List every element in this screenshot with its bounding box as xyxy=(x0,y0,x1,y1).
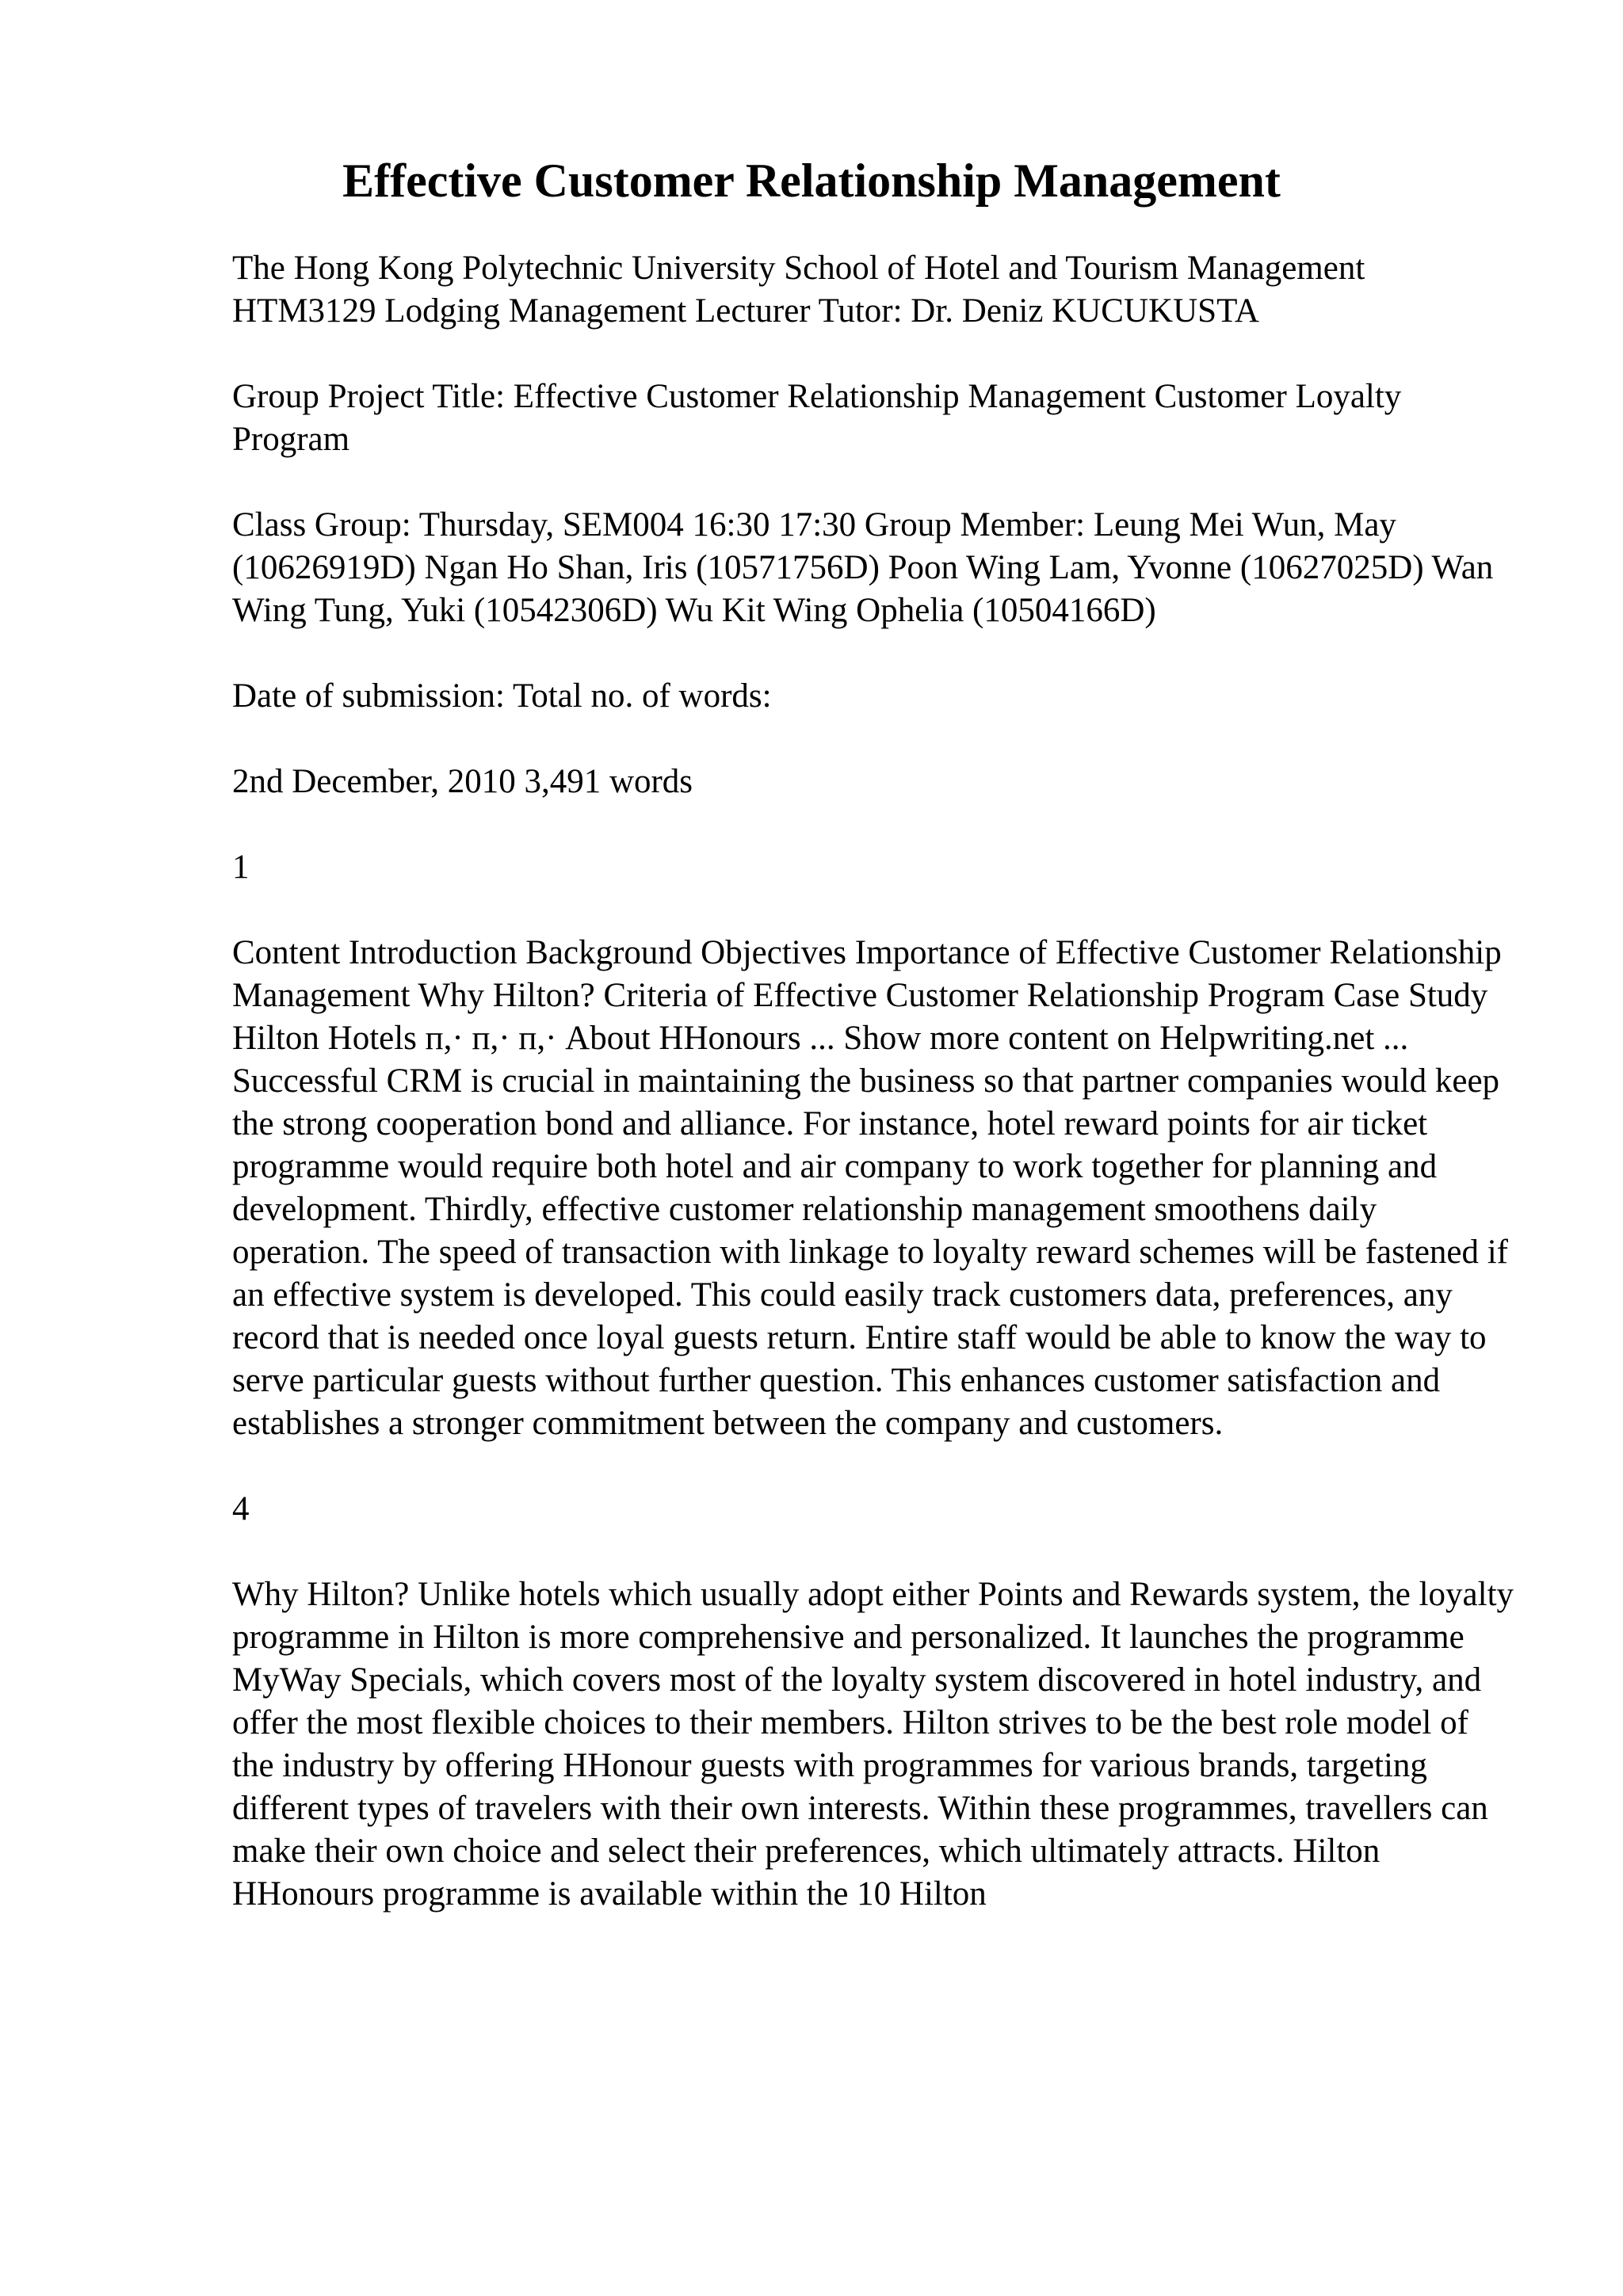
why-hilton-paragraph: Why Hilton? Unlike hotels which usually adopt either Points and Rewards system, the loyalty programme in Hilton is more comprehensive and personalized. It launches the programme MyWay Specials, which covers most of the loyalty system discovered in hotel industry, and offer the most flexible choices to their members. Hilton strives to be the best role model of the industry by offering HHonour guests with programmes for various brands, targeting different types of travelers with their own interests. Within these programmes, travellers can make their own choice and select their preferences, which ultimately attracts. Hilton HHonours programme is available within the 10 Hilton xyxy=(232,1576,1514,1913)
submission-values-paragraph: 2nd December, 2010 3,491 words xyxy=(232,763,693,800)
submission-labels-paragraph: Date of submission: Total no. of words: xyxy=(232,677,772,715)
document-body xyxy=(232,247,1516,1958)
crm-paragraph: Successful CRM is crucial in maintaining the business so that partner companies would keep the strong cooperation bond and alliance. For instance, hotel reward points for air ticket programme would require both hotel and air company to work together for planning and development. Thirdly, effective customer relationship management smoothens daily operation. The speed of transaction with linkage to loyalty reward schemes will be fastened if an effective system is developed. This could easily track customers data, preferences, any record that is needed once loyal guests return. Entire staff would be able to know the way to serve particular guests without further question. This enhances customer satisfaction and establishes a stronger commitment between the company and customers. xyxy=(232,1062,1509,1442)
project-title-paragraph: Group Project Title: Effective Customer Relationship Management Customer Loyalty Program xyxy=(232,378,1402,458)
page-number: 1 xyxy=(232,849,250,886)
class-group-paragraph: Class Group: Thursday, SEM004 16:30 17:30 Group Member: Leung Mei Wun, May (10626919D) Ngan Ho Shan, Iris (10571756D) Poon Wing Lam, Yvonne (10627025D) Wan Wing Tung, Yuki (10542306D) Wu Kit Wing Ophelia (10504166D) xyxy=(232,506,1494,629)
document-title: Effective Customer Relationship Management xyxy=(342,154,1281,207)
contents-paragraph: Content Introduction Background Objectives Importance of Effective Customer Relationship Management Why Hilton? Criteria of Effective Customer Relationship Program Case Study Hilton Hotels п,· п,· п,· About HHonours ... Show more content on Helpwriting.net ... xyxy=(232,934,1502,1057)
institution-paragraph: The Hong Kong Polytechnic University School of Hotel and Tourism Management HTM3129 Lodging Management Lecturer Tutor: Dr. Deniz KUCUKUSTA xyxy=(232,250,1365,330)
page-number: 4 xyxy=(232,1490,250,1527)
